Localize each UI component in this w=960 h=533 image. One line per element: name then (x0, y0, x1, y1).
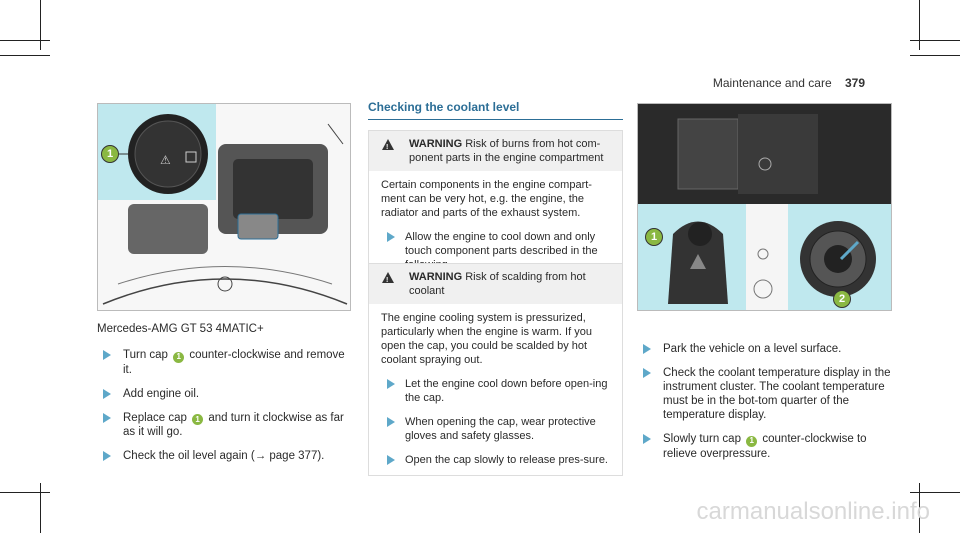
arrow-bullet-icon (103, 451, 111, 461)
crop-mark (0, 40, 50, 41)
warning-text: The engine cooling system is pressurized, particularly when the engine is warm. If you open the cap, you could be scalded by hot coolant spraying out. (381, 312, 592, 366)
warning-step-text: Allow the engine to cool down and only touch component parts described in the (405, 231, 598, 257)
step-text-4a: Check the oil level again ( (123, 450, 255, 462)
instruction-step (381, 377, 614, 405)
running-header (713, 76, 865, 90)
arrow-bullet-icon (387, 417, 395, 427)
warning-header (369, 131, 622, 171)
instruction-step (97, 411, 352, 440)
callout-1: 1 (101, 145, 119, 163)
callout-1: 1 (645, 228, 663, 246)
warning-step-text: Let the engine cool down before open-ing the cap. (405, 378, 608, 404)
instruction-step (381, 415, 614, 443)
warning-headline: Risk of scalding from hot coolant (409, 271, 586, 297)
warning-step-text: When opening the cap, wear protective gloves and safety glasses. (405, 416, 596, 442)
arrow-bullet-icon (387, 379, 395, 389)
crop-mark (910, 492, 960, 493)
step-text-park: Park the vehicle on a level surface. (663, 343, 842, 355)
callout-2: 2 (833, 290, 851, 308)
right-column (637, 342, 892, 471)
warning-label: WARNING (409, 271, 463, 283)
engine-bay-figure-left (97, 103, 351, 311)
svg-text:⚠: ⚠ (160, 153, 171, 167)
arrow-bullet-icon (387, 455, 395, 465)
callout-inline-1: 1 (173, 352, 184, 363)
warning-step-text: Open the cap slowly to release pres-sure. (405, 454, 608, 466)
warning-triangle-icon (382, 272, 394, 283)
crop-mark (40, 0, 41, 50)
crop-mark (919, 0, 920, 50)
left-column (97, 322, 352, 473)
warning-triangle-icon (382, 139, 394, 150)
step-text-turn-a: Slowly turn cap (663, 433, 741, 445)
arrow-bullet-icon (643, 344, 651, 354)
arrow-bullet-icon (103, 413, 111, 423)
warning-text: Certain components in the engine compart-ment can be very hot, e.g. the engine, the radiator and parts of the exhaust system. (381, 179, 592, 219)
instruction-step (97, 387, 352, 401)
step-text-1a: Turn cap (123, 349, 168, 361)
step-text-turn-b: counter-clockwise to relieve overpressure. (663, 433, 867, 460)
section-title: Checking the coolant level (368, 100, 623, 120)
crop-mark (910, 55, 960, 56)
warning-header (369, 264, 622, 304)
page-number: 379 (844, 76, 865, 90)
crop-mark (0, 55, 50, 56)
arrow-bullet-icon (387, 232, 395, 242)
instruction-step (97, 449, 352, 463)
warning-body (369, 304, 622, 475)
step-text-1b: counter-clockwise and remove it. (123, 349, 345, 376)
watermark: carmanualsonline.info (696, 498, 930, 525)
page-reference-link[interactable]: → page 377). (254, 450, 325, 462)
step-text-3a: Replace cap (123, 411, 187, 424)
instruction-step (637, 342, 892, 356)
callout-inline-1: 1 (746, 436, 757, 447)
step-text-check: Check the coolant temperature display in the instrument cluster. The coolant temperature must be in the bot-tom quarter of the temperature display. (663, 367, 891, 421)
arrow-bullet-icon (643, 434, 651, 444)
instruction-step (97, 348, 352, 377)
instruction-step (637, 366, 892, 422)
figure-caption: Mercedes-AMG GT 53 4MATIC+ (97, 323, 264, 335)
arrow-bullet-icon (643, 368, 651, 378)
coolant-reservoir-illustration (638, 104, 892, 311)
engine-bay-illustration (98, 104, 351, 311)
section-name: Maintenance and care (712, 76, 832, 90)
callout-inline-1: 1 (192, 414, 203, 425)
warning-box-scalding (368, 263, 623, 476)
arrow-bullet-icon (103, 389, 111, 399)
step-text-2: Add engine oil. (123, 387, 200, 400)
warning-headline: Risk of burns from hot com-ponent parts in the engine compartment (409, 138, 604, 164)
instruction-step (381, 453, 614, 467)
crop-mark (0, 492, 50, 493)
engine-bay-figure-right (637, 103, 892, 311)
instruction-step (637, 432, 892, 461)
step-text-3b: and turn it clockwise as far as it will go. (123, 411, 344, 438)
crop-mark (910, 40, 960, 41)
arrow-bullet-icon (103, 350, 111, 360)
warning-label: WARNING (409, 138, 463, 150)
crop-mark (40, 483, 41, 533)
